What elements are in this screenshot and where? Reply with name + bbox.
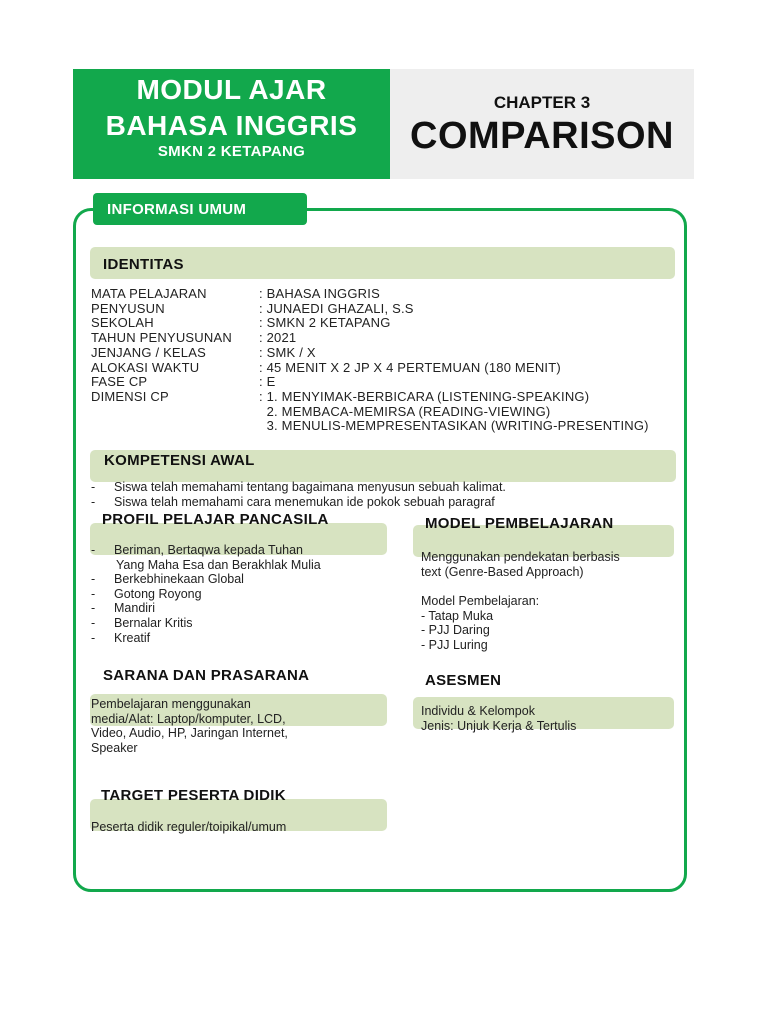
asesmen-line: Jenis: Unjuk Kerja & Tertulis: [421, 718, 577, 733]
table-row: [91, 419, 691, 434]
row-label: FASE CP: [91, 374, 148, 390]
row-value: : JUNAEDI GHAZALI, S.S: [259, 300, 414, 316]
list-item: - Siswa telah memahami cara menemukan ide pokok sebuah paragraf: [91, 494, 495, 509]
identitas-title: IDENTITAS: [103, 256, 184, 273]
chapter-topic: COMPARISON: [410, 115, 674, 157]
profil-list: [91, 543, 391, 645]
list-item: - Bernalar Kritis: [91, 615, 193, 630]
row-label: DIMENSI CP: [91, 388, 169, 404]
list-item: - Tatap Muka: [421, 608, 494, 623]
module-title-line1: MODUL AJAR: [136, 74, 327, 105]
row-label: JENJANG / KELAS: [91, 344, 206, 360]
sarana-line: Speaker: [91, 740, 138, 755]
module-title-line2: BAHASA INGGRIS: [105, 110, 358, 141]
model-subtitle: Model Pembelajaran:: [421, 594, 540, 609]
target-title: TARGET PESERTA DIDIK: [101, 787, 286, 804]
table-row: [91, 361, 691, 376]
header-chapter-block: [390, 69, 694, 179]
identitas-band: [90, 247, 675, 279]
table-row: [91, 331, 691, 346]
header-title-block: [73, 69, 390, 179]
kompetensi-title: KOMPETENSI AWAL: [104, 452, 255, 469]
row-label: TAHUN PENYUSUNAN: [91, 330, 232, 346]
list-item: - Kreatif: [91, 630, 151, 645]
target-text: Peserta didik reguler/toipikal/umum: [91, 820, 287, 834]
asesmen-line: Individu & Kelompok: [421, 704, 535, 718]
row-value: : 45 MENIT X 2 JP X 4 PERTEMUAN (180 MENIT): [259, 359, 561, 375]
table-row: [91, 287, 691, 302]
profil-title: PROFIL PELAJAR PANCASILA: [102, 511, 329, 528]
list-item: - PJJ Luring: [421, 637, 488, 652]
row-label: [91, 405, 259, 420]
row-label: [91, 419, 259, 434]
info-tab-label: INFORMASI UMUM: [93, 193, 307, 225]
row-value: 2. MEMBACA-MEMIRSA (READING-VIEWING): [259, 403, 551, 419]
identitas-table: [91, 287, 691, 434]
model-title: MODEL PEMBELAJARAN: [425, 515, 614, 532]
list-item: - Mandiri: [91, 601, 155, 616]
row-value: : SMK / X: [259, 344, 316, 360]
list-item: - Siswa telah memahami tentang bagaimana menyusun sebuah kalimat.: [91, 480, 506, 494]
list-item: - Berkebhinekaan Global: [91, 572, 244, 587]
row-label: SEKOLAH: [91, 315, 154, 331]
table-row: [91, 390, 691, 405]
table-row: [91, 375, 691, 390]
model-desc-line1: Menggunakan pendekatan berbasis: [421, 550, 620, 564]
row-value: : 2021: [259, 330, 297, 346]
sarana-content: [91, 697, 391, 755]
model-desc-line2: text (Genre-Based Approach): [421, 564, 584, 579]
model-content: [421, 550, 686, 653]
list-item: - Gotong Royong: [91, 586, 202, 601]
row-label: MATA PELAJARAN: [91, 286, 207, 301]
asesmen-content: [421, 704, 681, 733]
sarana-line: media/Alat: Laptop/komputer, LCD,: [91, 711, 286, 726]
row-label: ALOKASI WAKTU: [91, 359, 200, 375]
asesmen-title: ASESMEN: [425, 672, 502, 689]
row-value: : BAHASA INGGRIS: [259, 286, 380, 301]
row-label: PENYUSUN: [91, 300, 165, 316]
sarana-line: Video, Audio, HP, Jaringan Internet,: [91, 726, 288, 741]
row-value: : SMKN 2 KETAPANG: [259, 315, 391, 331]
table-row: [91, 302, 691, 317]
row-value: : 1. MENYIMAK-BERBICARA (LISTENING-SPEAKING): [259, 388, 590, 404]
sarana-title: SARANA DAN PRASARANA: [103, 667, 310, 684]
kompetensi-list: [91, 480, 681, 509]
row-value: : E: [259, 374, 276, 390]
list-item: - PJJ Daring: [421, 623, 490, 638]
school-name: SMKN 2 KETAPANG: [157, 143, 306, 160]
table-row: [91, 316, 691, 331]
list-item: - Beriman, Bertaqwa kepada Tuhan Yang Maha Esa dan Berakhlak Mulia: [91, 543, 321, 572]
table-row: [91, 405, 691, 420]
kompetensi-band: [90, 450, 676, 482]
row-value: 3. MENULIS-MEMPRESENTASIKAN (WRITING-PRESENTING): [259, 418, 649, 434]
chapter-label: CHAPTER 3: [493, 93, 591, 112]
table-row: [91, 346, 691, 361]
sarana-line: Pembelajaran menggunakan: [91, 697, 251, 711]
